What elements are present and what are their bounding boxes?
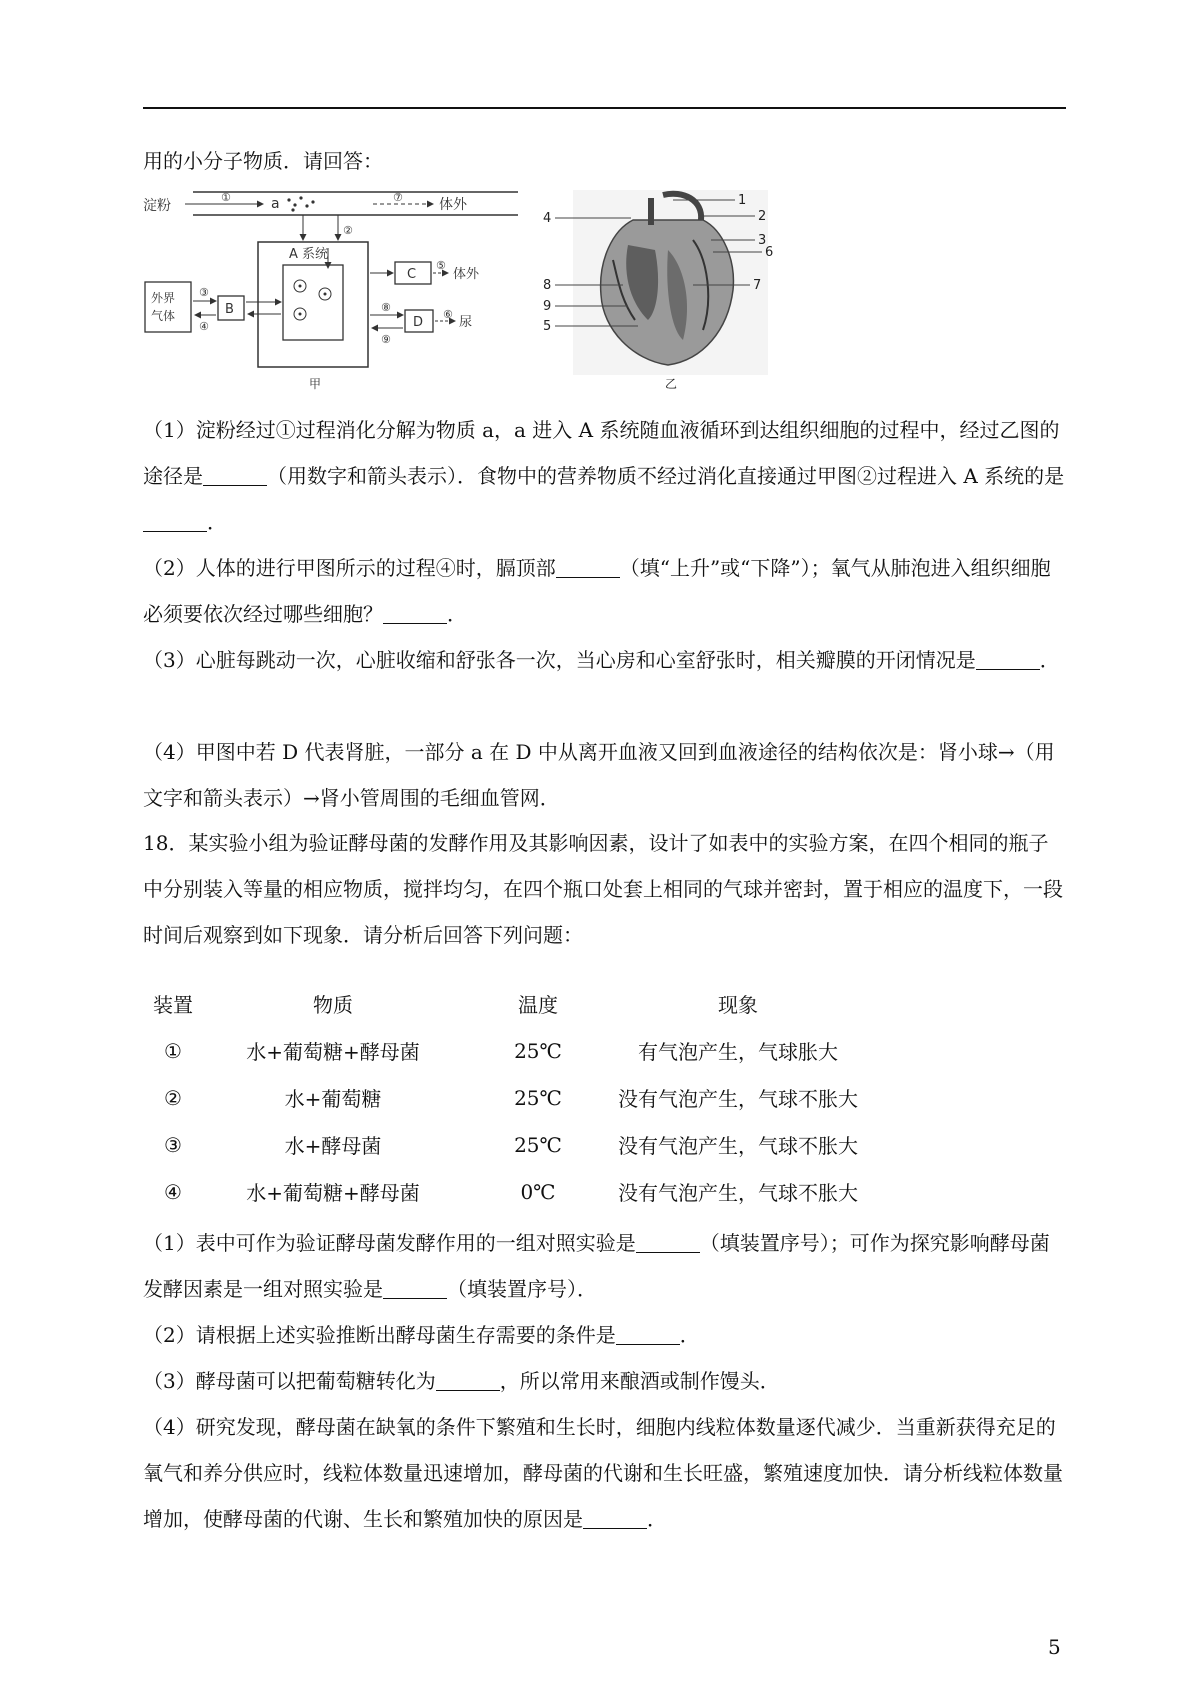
label-a: a [271,196,280,212]
q18-p4-text-b: ． [647,1507,667,1531]
table-cell: 25℃ [514,1038,562,1063]
label-b: B [225,302,234,317]
label-n2: ② [343,224,353,237]
q18-part1 [143,1220,1066,1312]
label-n3: ③ [199,286,209,299]
answer-blank[interactable] [616,1324,680,1345]
q18-p3-text-b: ，所以常用来酿酒或制作馒头． [499,1369,780,1393]
table-cell: 水+葡萄糖+酵母菌 [246,1181,420,1205]
table-header: 现象 [718,993,758,1017]
table-row [143,1168,903,1215]
label-n5: ⑤ [436,259,446,272]
q18-p1-text-c: （填装置序号）． [447,1277,597,1301]
heart-label-7: 7 [753,278,762,293]
label-n1: ① [221,191,231,204]
answer-blank[interactable] [143,511,207,532]
table-cell: ④ [164,1179,182,1204]
answer-blank[interactable] [203,465,267,486]
table-cell: ① [164,1038,182,1063]
table-cell: 25℃ [514,1132,562,1157]
q17-part4: （4）甲图中若 D 代表肾脏，一部分 a 在 D 中从离开血液又回到血液途径的结构依次是：肾小球→（用文字和箭头表示）→肾小管周围的毛细血管网． [143,740,1055,810]
external-air-line1: 外界 [151,291,176,305]
table-header-row [143,980,903,1027]
table-cell: ③ [164,1132,182,1157]
answer-blank[interactable] [436,1370,500,1391]
label-a-system: A 系统 [289,247,329,262]
q18-part2 [143,1312,1066,1358]
q18-p2-text-b: ． [679,1323,700,1347]
table-row [143,1121,903,1168]
q17-p2-text-c: ． [447,602,467,626]
heart-label-2: 2 [758,209,767,224]
label-n6: ⑥ [443,308,453,321]
figures [143,190,783,395]
q17-p3-text-b: ． [1039,648,1060,672]
q17-p1-text-b: （用数字和箭头表示）．食物中的营养物质不经过消化直接通过甲图②过程进入 A 系统的是 [267,464,1065,488]
answer-blank[interactable] [583,1508,647,1529]
q18-p3-text-a: （3）酵母菌可以把葡萄糖转化为 [143,1369,436,1393]
table-cell: ② [164,1085,182,1110]
q18-part4 [143,1404,1066,1542]
table-cell: 水+酵母菌 [284,1134,382,1158]
q17-p3-text-a: （3）心脏每跳动一次，心脏收缩和舒张各一次，当心房和心室舒张时，相关瓣膜的开闭情况是 [143,648,976,672]
table-cell: 没有气泡产生，气球不胀大 [618,1134,858,1158]
heart-label-8: 8 [543,278,552,293]
table-header: 装置 [153,993,193,1017]
q17-p2-text-b: （填“上升”或“下降”）；氧气从肺泡进入组织细胞必须要依次经过哪些细胞？ [143,556,1051,626]
label-d: D [413,315,424,330]
table-cell: 25℃ [514,1085,562,1110]
table-row [143,1027,903,1074]
heart-label-4: 4 [543,211,552,226]
table-cell: 水+葡萄糖+酵母菌 [246,1040,420,1064]
q17-part3 [143,637,1066,683]
q18-p4-text-a: （4）研究发现，酵母菌在缺氧的条件下繁殖和生长时，细胞内线粒体数量逐代减少．当重新获得充足的氧气和养分供应时，线粒体数量迅速增加，酵母菌的代谢和生长旺盛，繁殖速度加快．请分析线粒体数量增加，使酵母菌的代谢、生长和繁殖加快的原因是 [143,1415,1063,1531]
caption-yi: 乙 [665,377,678,391]
table-row [143,1074,903,1121]
q17-part2 [143,545,1066,637]
answer-blank[interactable] [976,649,1040,670]
intro-text: 用的小分子物质．请回答： [143,149,383,173]
table-header: 物质 [313,993,353,1017]
label-n7: ⑦ [393,191,403,204]
heart-label-3: 3 [758,233,767,248]
label-n8: ⑧ [381,301,391,314]
q18-part3 [143,1358,1066,1404]
heart-label-6: 6 [765,245,774,260]
heart-label-5: 5 [543,319,552,334]
q18-p1-text-a: （1）表中可作为验证酵母菌发酵作用的一组对照实验是 [143,1231,636,1255]
label-outside-1: 体外 [439,197,467,213]
caption-jia: 甲 [309,377,322,391]
table-header: 温度 [518,993,558,1017]
q17-p1-text-a: （1）淀粉经过①过程消化分解为物质 a，a 进入 A 系统随血液循环到达组织细胞的过程中，经过乙图的途径是 [143,418,1060,488]
figure-yi-heart [543,190,783,395]
table-cell: 没有气泡产生，气球不胀大 [618,1181,858,1205]
page-number: 5 [1048,1635,1061,1659]
figure-jia-diagram [143,190,523,395]
external-air-line2: 气体 [151,309,176,323]
answer-blank[interactable] [556,557,620,578]
experiment-table [143,980,903,1215]
q17-p1-text-c: ． [207,510,227,534]
table-cell: 水+葡萄糖 [284,1087,382,1111]
label-urine: 尿 [459,315,473,330]
answer-blank[interactable] [383,1278,447,1299]
q17-p2-text-a: （2）人体的进行甲图所示的过程④时，膈顶部 [143,556,556,580]
label-n9: ⑨ [381,333,391,346]
q18-p2-text-a: （2）请根据上述实验推断出酵母菌生存需要的条件是 [143,1323,616,1347]
q17-part1 [143,407,1066,545]
q18-intro: 18．某实验小组为验证酵母菌的发酵作用及其影响因素，设计了如表中的实验方案，在四个相同的瓶子中分别装入等量的相应物质，搅拌均匀，在四个瓶口处套上相同的气球并密封，置于相应的温度下，一段时间后观察到如下现象．请分析后回答下列问题： [143,831,1063,947]
heart-label-1: 1 [738,193,747,208]
label-external-air [151,291,179,323]
label-outside-2: 体外 [453,267,480,282]
label-starch: 淀粉 [143,198,171,214]
answer-blank[interactable] [636,1232,700,1253]
table-cell: 0℃ [520,1179,556,1204]
answer-blank[interactable] [383,603,447,624]
q18-p1-text-b: （填装置序号）；可作为探究影响酵母菌发酵因素是一组对照实验是 [143,1231,1050,1301]
table-cell: 有气泡产生，气球胀大 [638,1040,838,1064]
table-cell: 没有气泡产生，气球不胀大 [618,1087,858,1111]
heart-label-9: 9 [543,299,552,314]
label-n4: ④ [199,320,209,333]
label-c: C [407,267,417,282]
header-rule [143,107,1066,109]
